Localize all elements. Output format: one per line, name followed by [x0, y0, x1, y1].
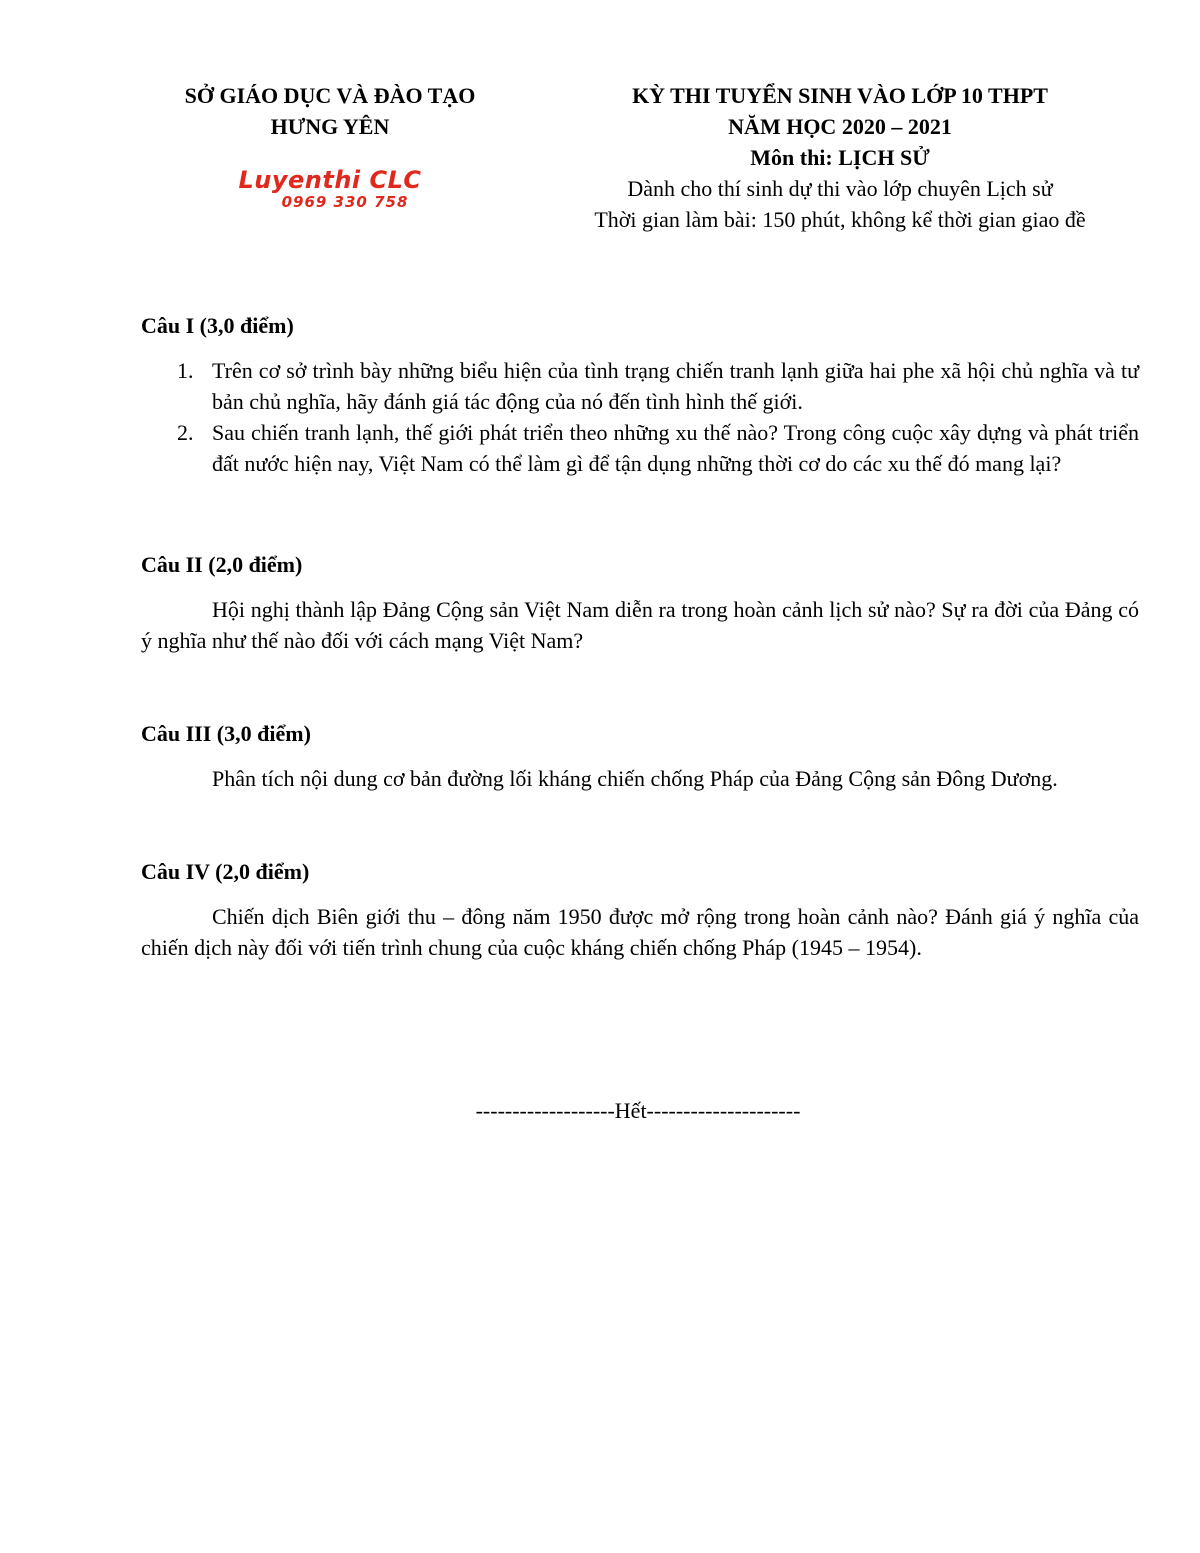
- question-4: [141, 856, 1139, 963]
- question-text: Phân tích nội dung cơ bản đường lối kháng chiến chống Pháp của Đảng Cộng sản Đông Dương.: [212, 766, 1058, 791]
- question-text: Hội nghị thành lập Đảng Cộng sản Việt Nam diễn ra trong hoàn cảnh lịch sử nào? Sự ra đời của Đảng có ý nghĩa như thế nào đối với cách mạng Việt Nam?: [141, 597, 1139, 653]
- logo-name: Luyenthi CLC: [238, 166, 422, 194]
- question-items: [141, 355, 1139, 479]
- issuing-authority: [130, 80, 530, 142]
- item-number: 2.: [177, 420, 194, 445]
- authority-line-1: SỞ GIÁO DỤC VÀ ĐÀO TẠO: [184, 83, 476, 108]
- school-year: NĂM HỌC 2020 – 2021: [728, 114, 952, 139]
- question-title: Câu III (3,0 điểm): [141, 721, 311, 746]
- question-3: [141, 718, 1139, 794]
- question-item: [141, 417, 1139, 479]
- end-marker: -------------------Hết---------------------: [475, 1098, 801, 1123]
- subject: Môn thi: LỊCH SỬ: [750, 145, 930, 170]
- question-text: Chiến dịch Biên giới thu – đông năm 1950 được mở rộng trong hoàn cảnh nào? Đánh giá ý nghĩa của chiến dịch này đối với tiến trình chung của cuộc kháng chiến chống Pháp (1945 – 1954).: [141, 904, 1139, 960]
- question-2: [141, 549, 1139, 656]
- item-number: 1.: [177, 358, 194, 383]
- question-item: [141, 355, 1139, 417]
- time-limit: Thời gian làm bài: 150 phút, không kể thời gian giao đề: [594, 207, 1086, 232]
- question-title: Câu I (3,0 điểm): [141, 313, 294, 338]
- logo-phone: 0969 330 758: [281, 193, 409, 211]
- watermark-logo: [210, 166, 450, 214]
- exam-header: [530, 80, 1150, 235]
- authority-line-2: HƯNG YÊN: [270, 114, 390, 139]
- exam-title: KỲ THI TUYỂN SINH VÀO LỚP 10 THPT: [632, 83, 1048, 108]
- item-text: Sau chiến tranh lạnh, thế giới phát triển theo những xu thế nào? Trong công cuộc xây dựng và phát triển đất nước hiện nay, Việt Nam có thể làm gì để tận dụng những thời cơ do các xu thế đó mang lại?: [212, 420, 1139, 476]
- target-candidates: Dành cho thí sinh dự thi vào lớp chuyên Lịch sử: [627, 176, 1053, 201]
- item-text: Trên cơ sở trình bày những biểu hiện của tình trạng chiến tranh lạnh giữa hai phe xã hội chủ nghĩa và tư bản chủ nghĩa, hãy đánh giá tác động của nó đến tình hình thế giới.: [212, 358, 1139, 414]
- question-1: [141, 310, 1139, 479]
- exam-content: [141, 310, 1139, 963]
- question-title: Câu II (2,0 điểm): [141, 552, 303, 577]
- question-title: Câu IV (2,0 điểm): [141, 859, 310, 884]
